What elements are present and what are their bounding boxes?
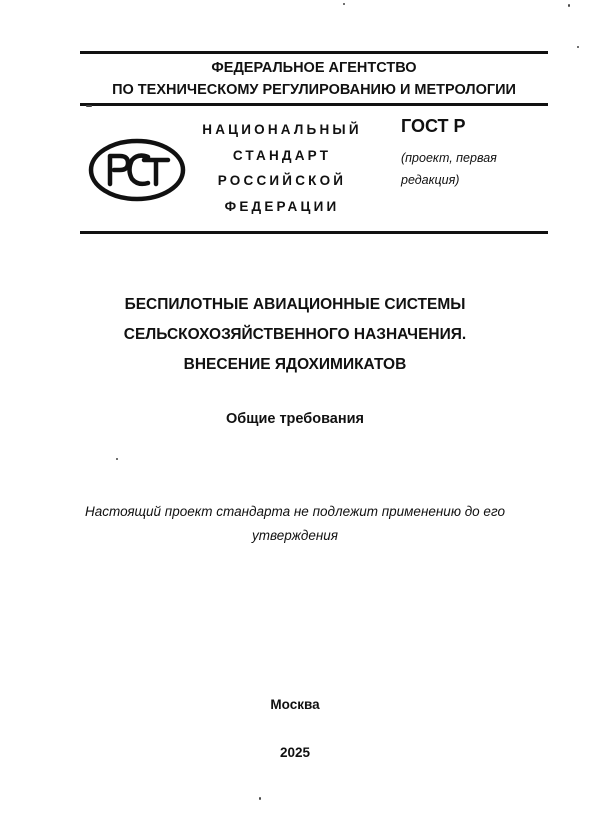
- notice-line-1: Настоящий проект стандарта не подлежит применению до его: [85, 504, 505, 519]
- bottom-divider: [80, 231, 548, 234]
- title-line-2: СЕЛЬСКОХОЗЯЙСТВЕННОГО НАЗНАЧЕНИЯ.: [123, 326, 467, 343]
- national-standard-line-2: СТАНДАРТ: [232, 147, 332, 163]
- draft-notice: [40, 500, 550, 548]
- publication-year: 2025: [279, 745, 311, 760]
- draft-note-line-1: (проект, первая: [401, 151, 497, 165]
- scan-speck: [259, 797, 261, 800]
- document-title: [40, 290, 550, 380]
- agency-header: [80, 57, 548, 101]
- document-subtitle: Общие требования: [225, 411, 365, 427]
- publication-city: Москва: [270, 697, 320, 712]
- draft-note: [401, 147, 541, 191]
- scan-speck: [116, 458, 118, 460]
- scan-speck: [568, 4, 570, 7]
- national-standard-line-1: НАЦИОНАЛЬНЫЙ: [202, 122, 362, 137]
- agency-line-2: ПО ТЕХНИЧЕСКОМУ РЕГУЛИРОВАНИЮ И МЕТРОЛОГИИ: [112, 82, 516, 98]
- draft-note-line-2: редакция): [401, 173, 460, 187]
- national-standard-line-4: ФЕДЕРАЦИИ: [224, 198, 340, 214]
- agency-line-1: ФЕДЕРАЛЬНОЕ АГЕНТСТВО: [211, 60, 417, 76]
- scan-speck: [86, 105, 92, 107]
- rst-logo-icon: [88, 138, 186, 202]
- scan-speck: [577, 46, 579, 48]
- notice-line-2: утверждения: [251, 528, 339, 543]
- national-standard-line-3: РОССИЙСКОЙ: [217, 173, 347, 188]
- gost-code: ГОСТ Р: [401, 116, 466, 136]
- scan-speck: [343, 3, 345, 5]
- title-line-1: БЕСПИЛОТНЫЕ АВИАЦИОННЫЕ СИСТЕМЫ: [124, 296, 466, 313]
- national-standard-block: [196, 117, 368, 219]
- middle-divider: [80, 103, 548, 106]
- title-line-3: ВНЕСЕНИЕ ЯДОХИМИКАТОВ: [183, 356, 407, 373]
- top-divider: [80, 51, 548, 54]
